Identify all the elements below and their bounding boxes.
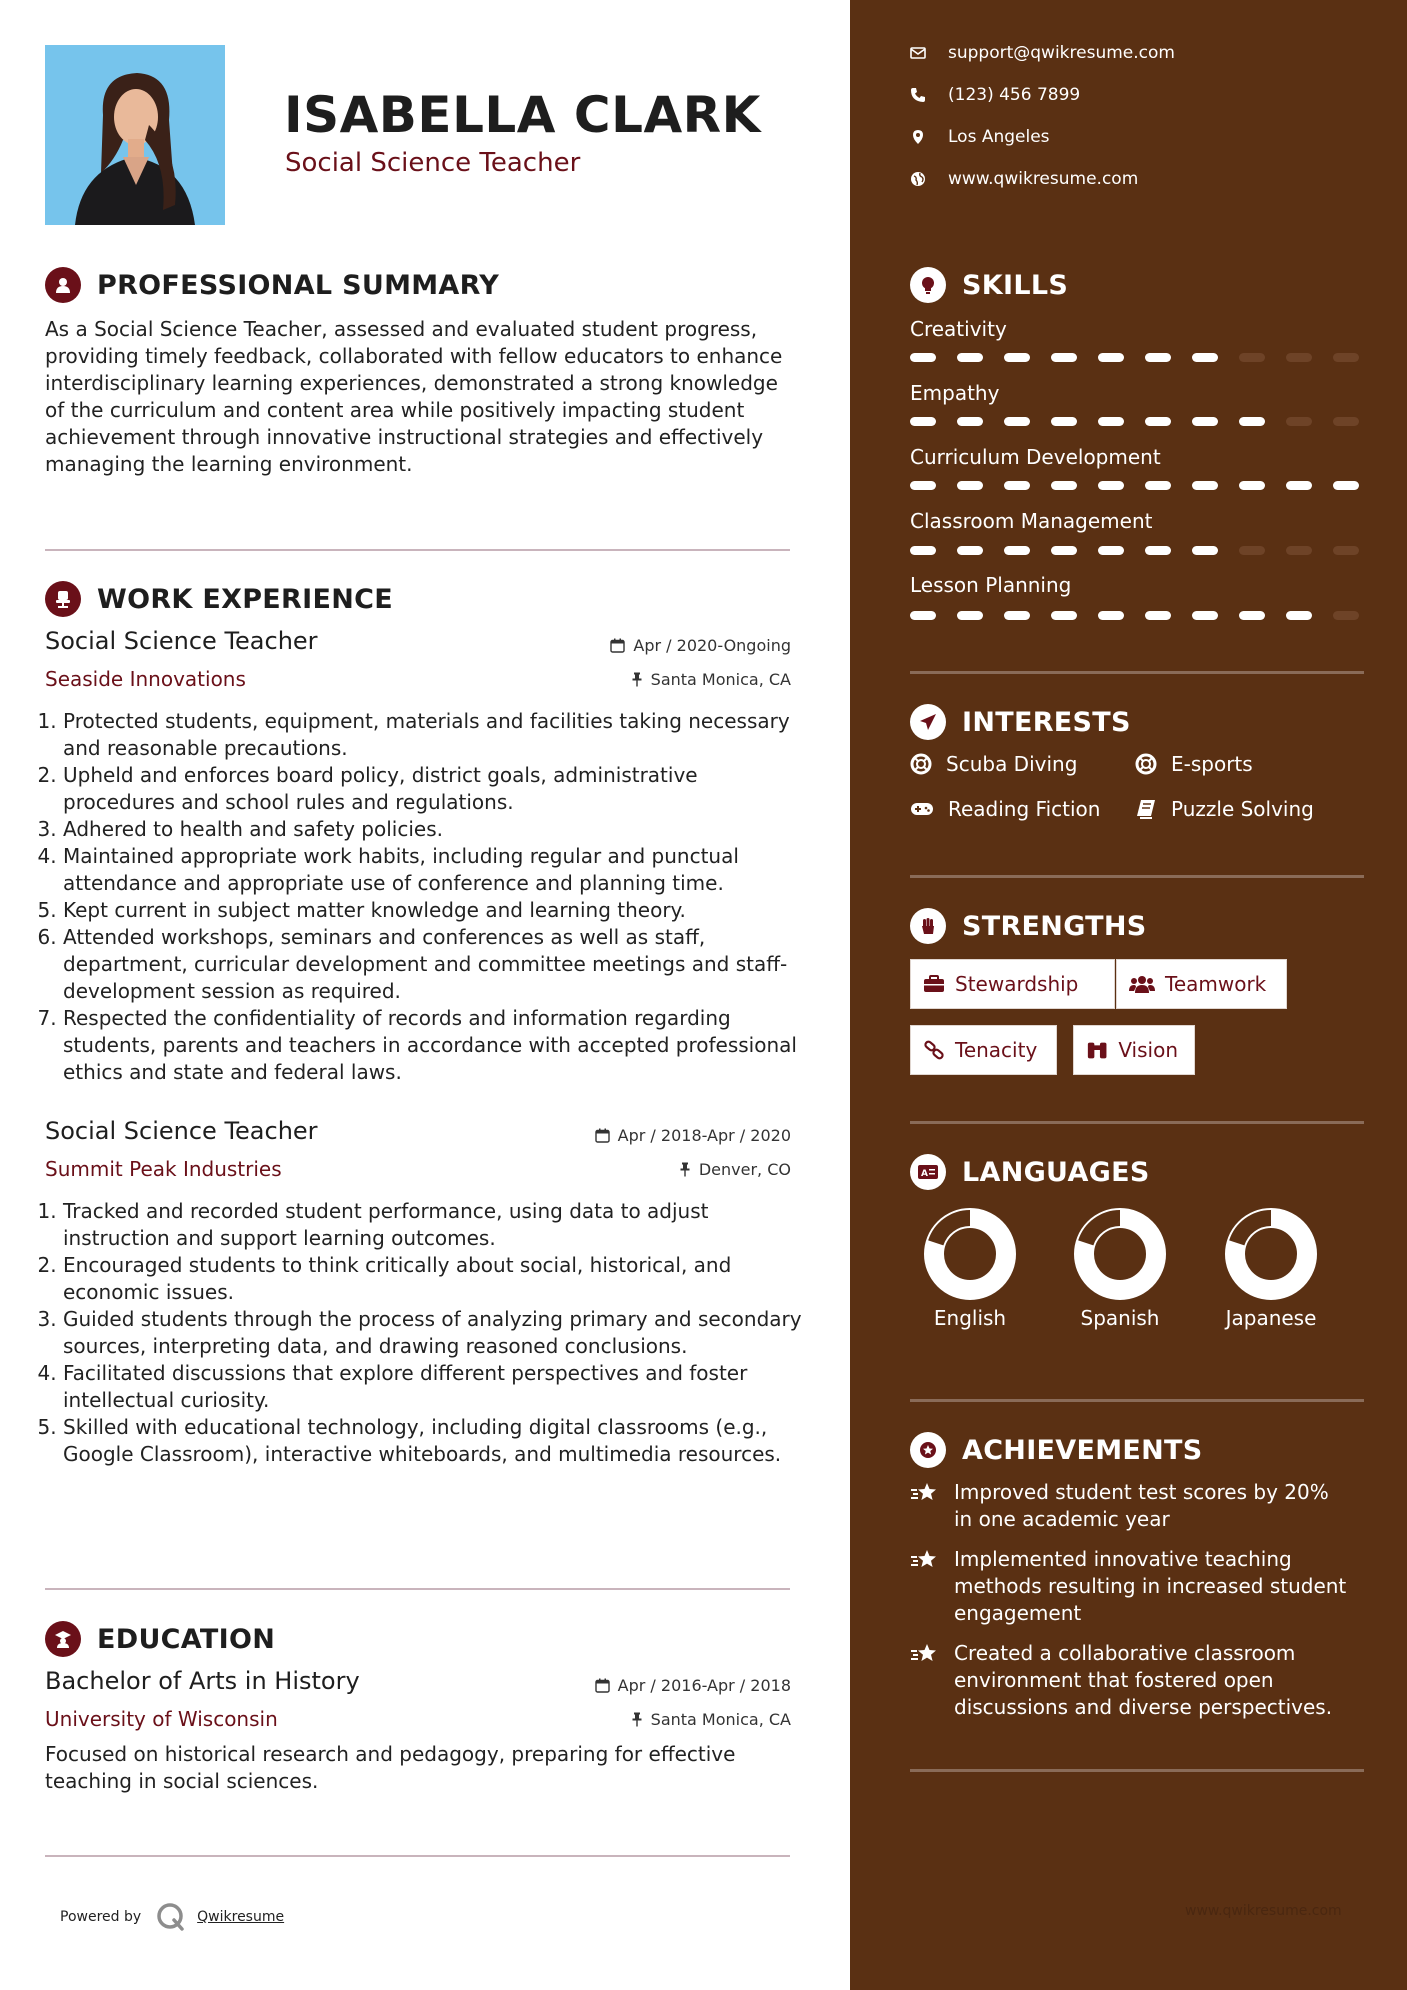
skill-segment-filled xyxy=(1192,353,1218,362)
skill-segment-filled xyxy=(1239,611,1265,620)
divider xyxy=(45,1855,790,1857)
job-dates xyxy=(595,1126,791,1145)
footer-site: www.qwikresume.com xyxy=(1185,1903,1342,1919)
skill-label: Lesson Planning xyxy=(910,573,1072,597)
skill-segment-filled xyxy=(1098,611,1124,620)
achievement-text: Implemented innovative teaching methods resulting in increased student engagement xyxy=(954,1547,1347,1625)
languages-heading xyxy=(910,1154,1150,1190)
skill-segment-filled xyxy=(1051,417,1077,426)
interest-label: Scuba Diving xyxy=(946,752,1078,776)
job-title: Social Science Teacher xyxy=(45,1117,318,1145)
job-location xyxy=(631,670,791,689)
interest-item xyxy=(910,797,1100,821)
language-label: English xyxy=(933,1306,1007,1330)
language-ring-remainder xyxy=(1237,1218,1271,1243)
skill-segment-empty xyxy=(1333,546,1359,555)
skill-segment-filled xyxy=(1051,611,1077,620)
education-location xyxy=(631,1710,791,1729)
skill-segment-filled xyxy=(957,417,983,426)
achievement-item xyxy=(910,1479,1350,1533)
chair-icon xyxy=(45,581,81,617)
skill-label: Classroom Management xyxy=(910,509,1153,533)
job-dates xyxy=(610,636,791,655)
skill-segment-filled xyxy=(1333,481,1359,490)
skill-segment-filled xyxy=(957,611,983,620)
qwikresume-logo-icon xyxy=(155,1901,187,1933)
job-dates-text: Apr / 2018-Apr / 2020 xyxy=(617,1126,791,1145)
skill-segment-filled xyxy=(1145,353,1171,362)
website-text: www.qwikresume.com xyxy=(948,169,1139,189)
email-text: support@qwikresume.com xyxy=(948,43,1175,63)
skill-bar xyxy=(910,611,1359,620)
candidate-name: ISABELLA CLARK xyxy=(284,86,761,144)
interest-label: Puzzle Solving xyxy=(1171,797,1314,821)
language-item xyxy=(1211,1206,1331,1330)
achievement-text: Created a collaborative classroom environment that fostered open discussions and diverse perspectives. xyxy=(954,1641,1333,1719)
calendar-icon xyxy=(610,638,625,653)
divider xyxy=(910,1399,1364,1402)
skill-segment-empty xyxy=(1286,546,1312,555)
duty-item: 3. Adhered to health and safety policies. xyxy=(63,816,803,843)
book-icon xyxy=(1135,799,1157,819)
education-title: EDUCATION xyxy=(97,1623,276,1655)
calendar-icon xyxy=(595,1678,610,1693)
paper-plane-icon xyxy=(910,704,946,740)
skill-bar xyxy=(910,353,1359,362)
strength-badge xyxy=(1116,959,1287,1009)
strength-badge xyxy=(910,1025,1057,1075)
language-ring xyxy=(910,1206,1030,1306)
divider xyxy=(910,1121,1364,1124)
hand-icon xyxy=(910,908,946,944)
skill-segment-filled xyxy=(1004,417,1030,426)
powered-by-label: Powered by xyxy=(60,1909,142,1925)
star-icon xyxy=(910,1481,940,1505)
skill-segment-filled xyxy=(910,546,936,555)
achievements-title: ACHIEVEMENTS xyxy=(962,1434,1203,1466)
education-heading xyxy=(45,1621,275,1657)
duty-item: 2. Upheld and enforces board policy, district goals, administrative procedures and school rules and regulations. xyxy=(63,762,803,816)
experience-title: WORK EXPERIENCE xyxy=(97,583,393,615)
job-company: Summit Peak Industries xyxy=(45,1157,282,1181)
duty-item: 5. Kept current in subject matter knowledge and learning theory. xyxy=(63,897,803,924)
strengths-title: STRENGTHS xyxy=(962,910,1147,942)
skill-bar xyxy=(910,481,1359,490)
phone-text: (123) 456 7899 xyxy=(948,85,1081,105)
skill-segment-filled xyxy=(1098,417,1124,426)
strength-label: Teamwork xyxy=(1165,972,1267,996)
duty-item: 7. Respected the confidentiality of records and information regarding students, parents and teachers in accordance with accepted professional ethics and state and federal laws. xyxy=(63,1005,803,1086)
skill-label: Creativity xyxy=(910,317,1007,341)
achievement-item xyxy=(910,1640,1350,1721)
language-icon xyxy=(910,1154,946,1190)
skill-segment-filled xyxy=(1145,481,1171,490)
job-location-text: Santa Monica, CA xyxy=(650,670,791,689)
job-duties xyxy=(45,708,803,1086)
envelope-icon xyxy=(910,46,926,60)
strength-label: Tenacity xyxy=(955,1038,1038,1062)
language-ring-remainder xyxy=(936,1218,970,1243)
strength-badge xyxy=(910,959,1115,1009)
job-company: Seaside Innovations xyxy=(45,667,246,691)
lightbulb-icon xyxy=(910,267,946,303)
skill-segment-empty xyxy=(1333,417,1359,426)
skill-segment-filled xyxy=(1051,546,1077,555)
interests-heading xyxy=(910,704,1131,740)
duty-item: 1. Tracked and recorded student performance, using data to adjust instruction and support learning outcomes. xyxy=(63,1198,803,1252)
achievement-text: Improved student test scores by 20% in one academic year xyxy=(954,1480,1329,1531)
interest-label: Reading Fiction xyxy=(948,797,1101,821)
star-icon xyxy=(910,1548,940,1572)
duty-item: 4. Maintained appropriate work habits, including regular and punctual attendance and appropriate use of conference and planning time. xyxy=(63,843,803,897)
experience-heading xyxy=(45,581,393,617)
language-item xyxy=(910,1206,1030,1330)
divider xyxy=(910,1769,1364,1772)
summary-heading xyxy=(45,267,499,303)
skill-segment-empty xyxy=(1333,611,1359,620)
skill-segment-filled xyxy=(1004,611,1030,620)
graduate-icon xyxy=(45,1621,81,1657)
skill-segment-filled xyxy=(910,611,936,620)
summary-text: As a Social Science Teacher, assessed and evaluated student progress, providing timely feedback, collaborated with fellow educators to enhance interdisciplinary learning experiences, demonstrated a strong knowledge of the curriculum and content area while positively impacting student achievement through innovative instructional strategies and effectively managing the learning environment. xyxy=(45,317,783,476)
pin-icon xyxy=(631,1712,643,1727)
duty-item: 4. Facilitated discussions that explore different perspectives and foster intellectual curiosity. xyxy=(63,1360,803,1414)
users-icon xyxy=(1129,975,1155,993)
education-description: Focused on historical research and pedagogy, preparing for effective teaching in social sciences. xyxy=(45,1742,736,1793)
skill-segment-filled xyxy=(1051,353,1077,362)
skill-segment-filled xyxy=(1286,481,1312,490)
skills-heading xyxy=(910,267,1068,303)
skill-segment-filled xyxy=(1239,481,1265,490)
calendar-icon xyxy=(595,1128,610,1143)
achievements-heading xyxy=(910,1432,1203,1468)
interest-item xyxy=(1135,752,1253,776)
pin-icon xyxy=(631,672,643,687)
language-ring xyxy=(1060,1206,1180,1306)
qwikresume-link[interactable]: Qwikresume xyxy=(197,1909,285,1925)
link-icon xyxy=(923,1040,945,1060)
skill-segment-filled xyxy=(1192,611,1218,620)
map-pin-icon xyxy=(910,129,926,145)
strength-badge xyxy=(1073,1025,1195,1075)
skills-title: SKILLS xyxy=(962,269,1069,301)
footer-powered xyxy=(60,1901,284,1933)
job-location-text: Denver, CO xyxy=(698,1160,791,1179)
interest-label: E-sports xyxy=(1171,752,1253,776)
skill-segment-filled xyxy=(1286,611,1312,620)
lifebuoy-icon xyxy=(910,753,932,775)
language-label: Japanese xyxy=(1225,1306,1317,1330)
globe-icon xyxy=(910,171,926,187)
profile-photo xyxy=(45,45,225,225)
strength-label: Stewardship xyxy=(955,972,1079,996)
languages-title: LANGUAGES xyxy=(962,1156,1150,1188)
divider xyxy=(910,875,1364,878)
job-location xyxy=(679,1160,791,1179)
skill-segment-filled xyxy=(1145,611,1171,620)
divider xyxy=(45,549,790,551)
phone-icon xyxy=(910,87,926,103)
duty-item: 6. Attended workshops, seminars and conferences as well as staff, department, curricular development and committee meetings and staff-development session as required. xyxy=(63,924,803,1005)
skill-label: Curriculum Development xyxy=(910,445,1161,469)
contact-email xyxy=(910,43,1175,63)
skill-segment-filled xyxy=(957,481,983,490)
contact-phone xyxy=(910,85,1080,105)
skill-segment-empty xyxy=(1239,353,1265,362)
interest-item xyxy=(910,752,1077,776)
skill-label: Empathy xyxy=(910,381,1000,405)
duty-item: 3. Guided students through the process of analyzing primary and secondary sources, interpreting data, and drawing reasoned conclusions. xyxy=(63,1306,803,1360)
star-badge-icon xyxy=(910,1432,946,1468)
school: University of Wisconsin xyxy=(45,1707,278,1731)
degree: Bachelor of Arts in History xyxy=(45,1667,360,1695)
candidate-title: Social Science Teacher xyxy=(285,148,581,178)
pin-icon xyxy=(679,1162,691,1177)
interest-item xyxy=(1135,797,1314,821)
skill-segment-filled xyxy=(1192,546,1218,555)
skill-segment-filled xyxy=(1051,481,1077,490)
skill-segment-filled xyxy=(1239,417,1265,426)
skill-segment-empty xyxy=(1286,353,1312,362)
duty-item: 2. Encouraged students to think critically about social, historical, and economic issues. xyxy=(63,1252,803,1306)
language-label: Spanish xyxy=(1080,1306,1160,1330)
skill-segment-filled xyxy=(1004,353,1030,362)
job-dates-text: Apr / 2020-Ongoing xyxy=(633,636,791,655)
contact-location xyxy=(910,127,1050,147)
briefcase-icon xyxy=(923,975,945,993)
divider xyxy=(910,671,1364,674)
skill-segment-filled xyxy=(1004,546,1030,555)
location-text: Los Angeles xyxy=(948,127,1050,147)
language-item xyxy=(1060,1206,1180,1330)
skill-segment-filled xyxy=(1004,481,1030,490)
skill-segment-empty xyxy=(1239,546,1265,555)
language-ring xyxy=(1211,1206,1331,1306)
skill-segment-filled xyxy=(1192,417,1218,426)
divider xyxy=(45,1588,790,1590)
skill-segment-filled xyxy=(1145,546,1171,555)
user-icon xyxy=(45,267,81,303)
interests-title: INTERESTS xyxy=(962,706,1131,738)
lifebuoy-icon xyxy=(1135,753,1157,775)
binoculars-icon xyxy=(1086,1040,1108,1060)
duty-item: 5. Skilled with educational technology, including digital classrooms (e.g., Google Classroom), interactive whiteboards, and multimedia resources. xyxy=(63,1414,803,1468)
strengths-heading xyxy=(910,908,1147,944)
svg-text:A: A xyxy=(921,1169,928,1179)
skill-segment-filled xyxy=(957,546,983,555)
star-icon xyxy=(910,1642,940,1666)
summary-title: PROFESSIONAL SUMMARY xyxy=(97,269,500,301)
skill-bar xyxy=(910,417,1359,426)
duty-item: 1. Protected students, equipment, materials and facilities taking necessary and reasonable precautions. xyxy=(63,708,803,762)
achievement-item xyxy=(910,1546,1350,1627)
skill-bar xyxy=(910,546,1359,555)
contact-website xyxy=(910,169,1138,189)
job-title: Social Science Teacher xyxy=(45,627,318,655)
skill-segment-filled xyxy=(957,353,983,362)
skill-segment-filled xyxy=(1098,353,1124,362)
skill-segment-filled xyxy=(1145,417,1171,426)
skill-segment-filled xyxy=(1098,481,1124,490)
skill-segment-empty xyxy=(1333,353,1359,362)
skill-segment-filled xyxy=(910,417,936,426)
education-dates xyxy=(595,1676,791,1695)
skill-segment-filled xyxy=(910,353,936,362)
skill-segment-filled xyxy=(1098,546,1124,555)
skill-segment-filled xyxy=(1192,481,1218,490)
skill-segment-empty xyxy=(1286,417,1312,426)
gamepad-icon xyxy=(910,800,934,818)
education-dates-text: Apr / 2016-Apr / 2018 xyxy=(617,1676,791,1695)
skill-segment-filled xyxy=(910,481,936,490)
language-ring-remainder xyxy=(1086,1218,1120,1243)
job-duties xyxy=(45,1198,803,1468)
education-location-text: Santa Monica, CA xyxy=(650,1710,791,1729)
strength-label: Vision xyxy=(1118,1038,1178,1062)
